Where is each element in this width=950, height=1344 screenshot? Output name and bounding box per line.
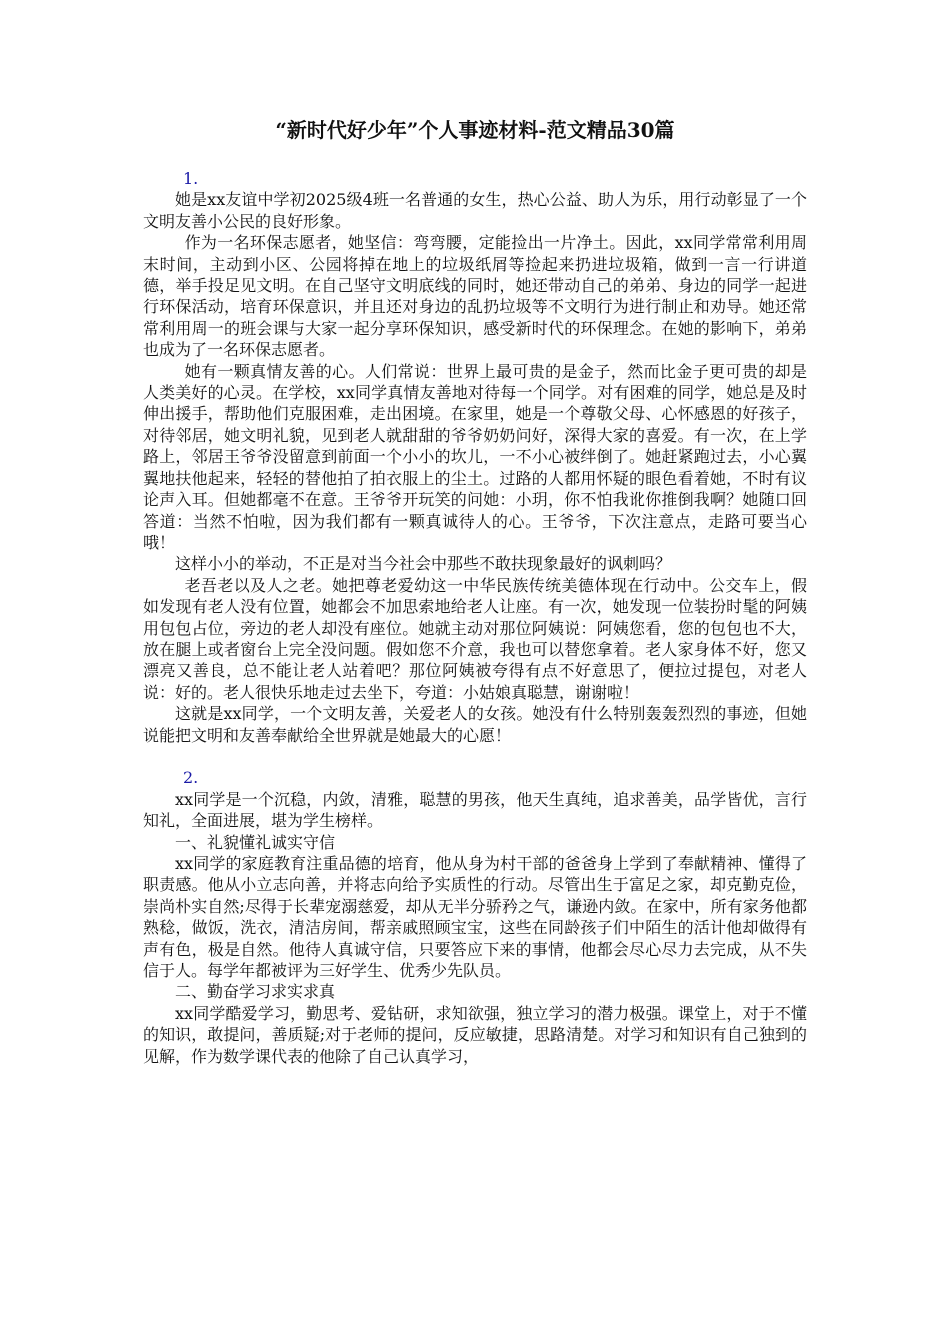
document-title: “新时代好少年”个人事迹材料-范文精品30篇 <box>275 118 675 142</box>
paragraph: xx同学是一个沉稳，内敛，清雅，聪慧的男孩，他天生真纯，追求善美，品学皆优，言行知礼，全面进展，堪为学生榜样。 <box>143 789 807 831</box>
section-number: 2. <box>183 768 199 788</box>
section-number: 1. <box>183 169 199 188</box>
paragraph: xx同学酷爱学习，勤思考、爱钻研，求知欲强，独立学习的潜力极强。课堂上，对于不懂的知识，敢提问，善质疑;对于老师的提问，反应敏捷，思路清楚。对学习和知识有自己独到的见解，作为数学课代表的他除了自己认真学习， <box>143 1003 807 1066</box>
paragraph: 这就是xx同学，一个文明友善，关爱老人的女孩。她没有什么特别轰轰烈烈的事迹，但她说能把文明和友善奉献给全世界就是她最大的心愿！ <box>143 704 807 745</box>
paragraph: xx同学的家庭教育注重品德的培育，他从身为村干部的爸爸身上学到了奉献精神、懂得了职责感。他从小立志向善，并将志向给予实质性的行动。尽管出生于富足之家，却克勤克俭，崇尚朴实自然;尽得于长辈宠溺慈爱，却从无半分骄矜之气，谦逊内敛。在家中，所有家务他都熟稔，做饭，洗衣，清洁房间，帮亲戚照顾宝宝，这些在同龄孩子们中陌生的活计他却做得有声有色，极是自然。他待人真诚守信，只要答应下来的事情，他都会尽心尽力去完成，从不失信于人。每学年都被评为三好学生、优秀少先队员。 <box>143 853 807 981</box>
section-spacer <box>143 746 807 767</box>
subheading: 一、礼貌懂礼诚实守信 <box>175 832 336 852</box>
document-body <box>143 168 807 1067</box>
paragraph: 她是xx友谊中学初2025级4班一名普通的女生，热心公益、助人为乐，用行动彰显了一个文明友善小公民的良好形象。 <box>143 190 807 231</box>
paragraph: 老吾老以及人之老。她把尊老爱幼这一中华民族传统美德体现在行动中。公交车上，假如发现有老人没有位置，她都会不加思索地给老人让座。有一次，她发现一位装扮时髦的阿姨用包包占位，旁边的老人却没有座位。她就主动对那位阿姨说：阿姨您看，您的包包也不大，放在腿上或者窗台上完全没问题。假如您不介意，我也可以替您拿着。老人家身体不好，您又漂亮又善良，总不能让老人站着吧？那位阿姨被夸得有点不好意思了，便拉过提包，对老人说：好的。老人很快乐地走过去坐下，夸道：小姑娘真聪慧，谢谢啦！ <box>143 575 807 702</box>
paragraph: 她有一颗真情友善的心。人们常说：世界上最可贵的是金子，然而比金子更可贵的却是人类美好的心灵。在学校，xx同学真情友善地对待每一个同学。对有困难的同学，她总是及时伸出援手，帮助他们克服困难，走出困境。在家里，她是一个尊敬父母、心怀感恩的好孩子，对待邻居，她文明礼貌，见到老人就甜甜的爷爷奶奶问好，深得大家的喜爱。有一次，在上学路上，邻居王爷爷没留意到前面一个小小的坎儿，一不小心被绊倒了。她赶紧跑过去，小心翼翼地扶他起来，轻轻的替他拍了拍衣服上的尘土。过路的人都用怀疑的眼色看着她，不时有议论声入耳。但她都毫不在意。王爷爷开玩笑的问她：小玥，你不怕我讹你推倒我啊？她随口回答道：当然不怕啦，因为我们都有一颗真诚待人的心。王爷爷，下次注意点，走路可要当心哦！ <box>143 361 807 552</box>
paragraph: 作为一名环保志愿者，她坚信：弯弯腰，定能捡出一片净土。因此，xx同学常常利用周末时间，主动到小区、公园将掉在地上的垃圾纸屑等捡起来扔进垃圾箱，做到一言一行讲道德，举手投足见文明。在自己坚守文明底线的同时，她还带动自己的弟弟、身边的同学一起进行环保活动，培育环保意识，并且还对身边的乱扔垃圾等不文明行为进行制止和劝导。她还常常利用周一的班会课与大家一起分享环保知识，感受新时代的环保理念。在她的影响下，弟弟也成为了一名环保志愿者。 <box>143 233 807 360</box>
subheading: 二、勤奋学习求实求真 <box>175 982 336 1002</box>
paragraph: 这样小小的举动，不正是对当今社会中那些不敢扶现象最好的讽刺吗？ <box>175 554 672 574</box>
